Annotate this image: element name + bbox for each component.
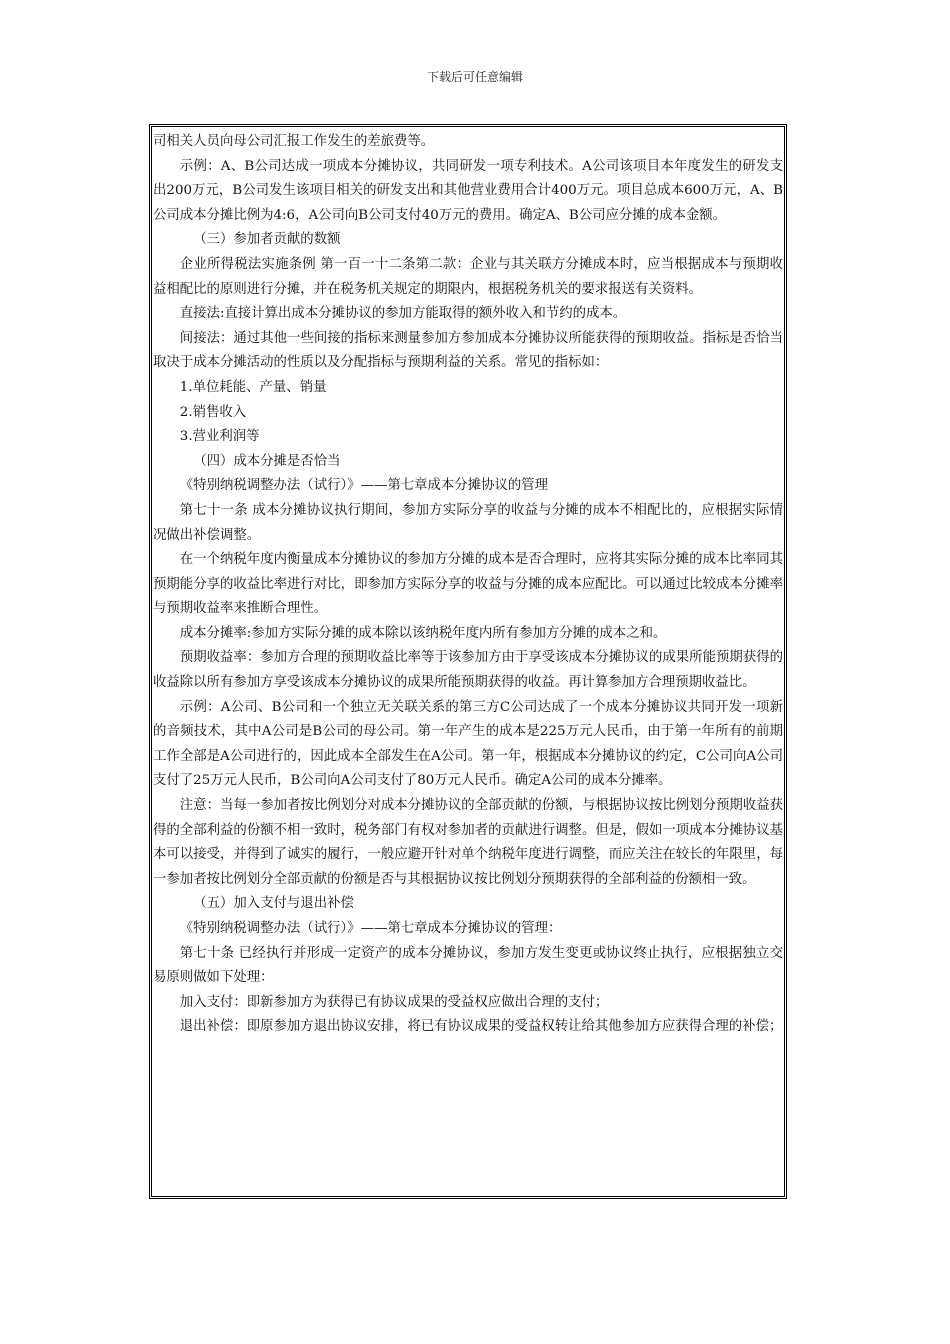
paragraph: 企业所得税法实施条例 第一百一十二条第二款：企业与其关联方分摊成本时，应当根据成本与预期收益相配比的原则进行分摊，并在税务机关规定的期限内，根据税务机关的要求报送有关资料。 (153, 256, 783, 297)
list-item: 3.营业利润等 (179, 429, 260, 445)
paragraph: 成本分摊率:参加方实际分摊的成本除以该纳税年度内所有参加方分摊的成本之和。 (179, 625, 667, 641)
section-heading: （四）成本分摊是否恰当 (193, 453, 341, 469)
paragraph: 《特别纳税调整办法（试行）》——第七章成本分摊协议的管理： (179, 921, 562, 936)
paragraph: 注意：当每一参加者按比例划分对成本分摊协议的全部贡献的份额，与根据协议按比例划分预期收益获得的全部利益的份额不相一致时，税务部门有权对参加者的贡献进行调整。但是，假如一项成本分摊协议基本可以接受，并得到了诚实的履行，一般应避开针对单个纳税年度进行调整，而应关注在较长的年限里，每一参加者按比例划分全部贡献的份额是否与其根据协议按比例划分预期获得的全部利益的份额相一致。 (153, 798, 783, 887)
paragraph: 在一个纳税年度内衡量成本分摊协议的参加方分摊的成本是否合理时，应将其实际分摊的成本比率同其预期能分享的收益比率进行对比，即参加方实际分享的收益与分摊的成本应配比。可以通过比较成本分摊率与预期收益率来推断合理性。 (153, 552, 783, 617)
paragraph: 第七十一条 成本分摊协议执行期间，参加方实际分享的收益与分摊的成本不相配比的，应根据实际情况做出补偿调整。 (153, 502, 783, 543)
section-heading: （五）加入支付与退出补偿 (193, 896, 354, 912)
section-heading: （三）参加者贡献的数额 (193, 232, 341, 248)
paragraph: 间接法：通过其他一些间接的指标来测量参加方参加成本分摊协议所能获得的预期收益。指标是否恰当取决于成本分摊活动的性质以及分配指标与预期利益的关系。常见的指标如： (153, 330, 783, 371)
paragraph: 退出补偿：即原参加方退出协议安排，将已有协议成果的受益权转让给其他参加方应获得合理的补偿； (179, 1019, 783, 1035)
list-item: 2.销售收入 (179, 404, 247, 420)
content-frame (149, 124, 787, 1199)
list-item: 1.单位耗能、产量、销量 (179, 379, 327, 395)
page-header: 下载后可任意编辑 (426, 70, 523, 84)
paragraph: 司相关人员向母公司汇报工作发生的差旅费等。 (153, 134, 435, 149)
paragraph: 加入支付：即新参加方为获得已有协议成果的受益权应做出合理的支付； (179, 994, 609, 1010)
paragraph: 预期收益率：参加方合理的预期收益比率等于该参加方由于享受该成本分摊协议的成果所能预期获得的收益除以所有参加方享受该成本分摊协议的成果所能预期获得的收益。再计算参加方合理预期收益比。 (153, 650, 783, 691)
document-body (153, 130, 783, 1040)
paragraph: 《特别纳税调整办法（试行）》——第七章成本分摊协议的管理 (179, 478, 549, 494)
paragraph: 示例：A公司、B公司和一个独立无关联关系的第三方C公司达成了一个成本分摊协议共同开发一项新的音频技术，其中A公司是B公司的母公司。第一年产生的成本是225万元人民币，由于第一年所有的前期工作全部是A公司进行的，因此成本全部发生在A公司。第一年，根据成本分摊协议的约定，C公司向A公司支付了25万元人民币，B公司向A公司支付了80万元人民币。确定A公司的成本分摊率。 (153, 699, 783, 789)
paragraph: 直接法:直接计算出成本分摊协议的参加方能取得的额外收入和节约的成本。 (179, 306, 627, 322)
paragraph: 第七十条 已经执行并形成一定资产的成本分摊协议，参加方发生变更或协议终止执行，应根据独立交易原则做如下处理： (153, 945, 783, 986)
paragraph: 示例：A、B公司达成一项成本分摊协议，共同研发一项专利技术。A公司该项目本年度发生的研发支出200万元，B公司发生该项目相关的研发支出和其他营业费用合计400万元。项目总成本600万元，A、B公司成本分摊比例为4:6，A公司向B公司支付40万元的费用。确定A、B公司应分摊的成本金额。 (153, 158, 783, 223)
